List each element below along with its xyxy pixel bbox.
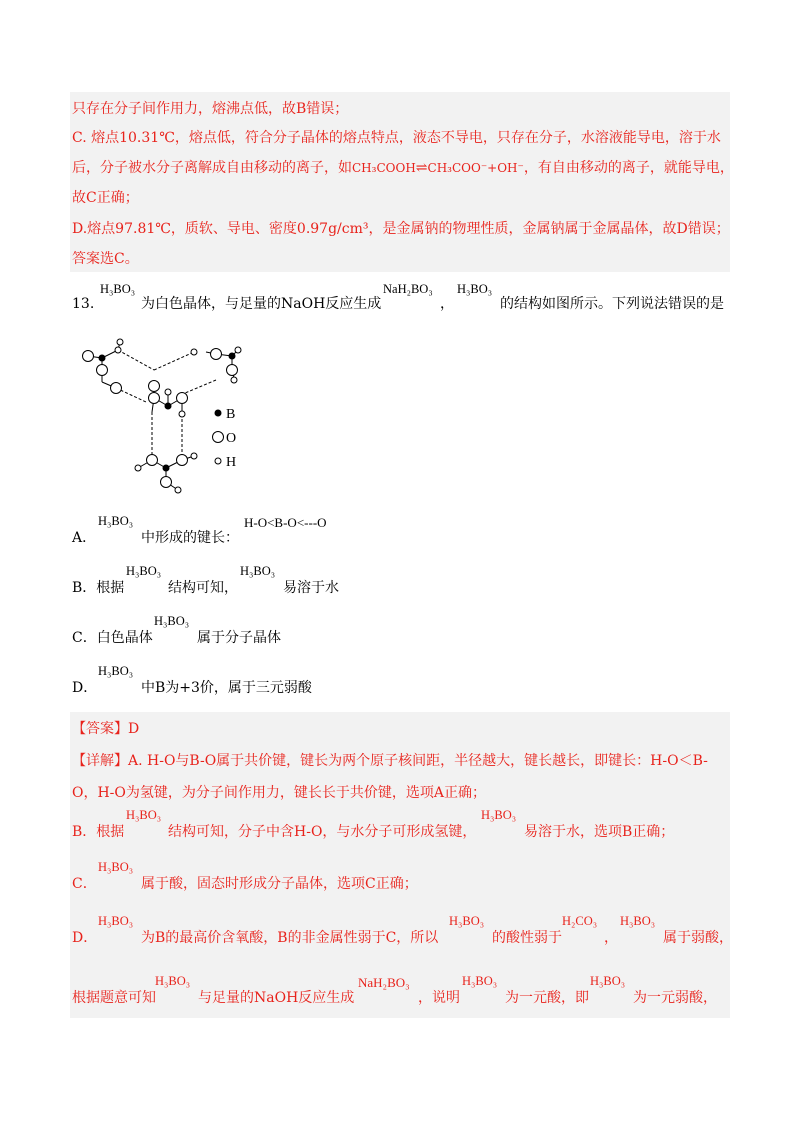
question-text-2: 的结构如图所示。下列说法错误的是 bbox=[500, 296, 724, 312]
detail-b-formula-2: H₃BO₃ bbox=[481, 808, 517, 822]
detail-e3: ，说明 bbox=[418, 990, 460, 1006]
equation-left: CH₃COOH bbox=[352, 161, 416, 175]
q-formula-h3bo3-2: H₃BO₃ bbox=[457, 282, 493, 296]
option-d-label: D． bbox=[72, 680, 98, 696]
detail-d2: 为B的最高价含氧酸，B的非金属性弱于C，所以 bbox=[141, 930, 439, 946]
option-c-formula: H₃BO₃ bbox=[154, 614, 190, 628]
legend-o-label: O bbox=[226, 431, 237, 446]
detail-a1-text: A. H-O与B-O属于共价键，键长为两个原子核间距，半径越大，键长越长，即键长：H-O＜B- bbox=[128, 753, 708, 769]
detail-d3: 的酸性弱于 bbox=[492, 930, 562, 946]
detail-e-formula-2: H₃BO₃ bbox=[462, 974, 498, 988]
detail-label: 【详解】 bbox=[72, 753, 128, 769]
q-formula-nah2bo3: NaH₂BO₃ bbox=[383, 282, 433, 296]
legend-h-marker bbox=[215, 458, 221, 464]
equilibrium-arrow: ⇌ bbox=[415, 160, 428, 176]
detail-e-formula-nah2bo3: NaH₂BO₃ bbox=[358, 975, 410, 990]
detail-line-a1 bbox=[72, 751, 708, 771]
detail-d-formula-h2co3: H₂CO₃ bbox=[562, 914, 598, 928]
question-number: 13. bbox=[72, 296, 95, 312]
q-formula-h3bo3-1: H₃BO₃ bbox=[100, 282, 136, 296]
top-explanation-panel bbox=[70, 92, 730, 272]
equation-right: CH₃COO⁻+OH⁻ bbox=[427, 161, 524, 175]
top-line-3 bbox=[72, 158, 734, 178]
detail-c1: C． bbox=[72, 876, 97, 892]
detail-b2: 结构可知，分子中含H-O，与水分子可形成氢键， bbox=[168, 824, 477, 840]
detail-c-formula: H₃BO₃ bbox=[98, 860, 134, 874]
detail-d-formula-3: H₃BO₃ bbox=[620, 914, 656, 928]
option-c-text: 属于分子晶体 bbox=[197, 630, 281, 646]
detail-e4: 为一元酸，即 bbox=[505, 990, 589, 1006]
detail-d5: 属于弱酸， bbox=[663, 930, 733, 946]
top-line-1: 只存在分子间作用力，熔沸点低，故B错误； bbox=[72, 101, 349, 117]
option-b-text-2: 易溶于水 bbox=[283, 580, 339, 596]
top-line-3-a: 后，分子被水分子离解成自由移动的离子，如 bbox=[72, 160, 352, 176]
detail-b3: 易溶于水，选项B正确； bbox=[524, 824, 675, 840]
option-c-label: C．白色晶体 bbox=[72, 630, 153, 646]
legend-b-marker bbox=[215, 410, 222, 417]
detail-e1: 根据题意可知 bbox=[72, 990, 156, 1006]
legend-o-marker bbox=[213, 432, 224, 443]
answer-label: 【答案】D bbox=[72, 721, 140, 737]
detail-b1: B．根据 bbox=[72, 824, 125, 840]
detail-d-formula-1: H₃BO₃ bbox=[98, 914, 134, 928]
detail-b-formula-1: H₃BO₃ bbox=[126, 808, 162, 822]
option-b-label: B．根据 bbox=[72, 580, 125, 596]
option-d-formula: H₃BO₃ bbox=[98, 664, 134, 678]
option-a-bond-order: H-O<B-O<---O bbox=[244, 515, 327, 530]
detail-line-a2: O，H-O为氢键，为分子间作用力，键长长于共价键，选项A正确； bbox=[72, 785, 487, 801]
top-line-6: 答案选C。 bbox=[72, 251, 139, 267]
detail-d1: D． bbox=[72, 930, 98, 946]
option-b-text-1: 结构可知， bbox=[168, 580, 238, 596]
detail-d4: ， bbox=[604, 930, 618, 946]
option-a-label: A． bbox=[72, 530, 97, 546]
detail-e5: 为一元弱酸， bbox=[633, 990, 717, 1006]
detail-e2: 与足量的NaOH反应生成 bbox=[198, 990, 355, 1006]
question-comma: ， bbox=[440, 296, 454, 312]
option-d-text: 中B为+3价，属于三元弱酸 bbox=[141, 680, 312, 696]
detail-e-formula-1: H₃BO₃ bbox=[155, 974, 191, 988]
top-line-2: C. 熔点10.31℃，熔点低，符合分子晶体的熔点特点，液态不导电，只存在分子，水溶液能导电，溶于水 bbox=[72, 130, 721, 146]
detail-e-formula-3: H₃BO₃ bbox=[590, 974, 626, 988]
top-line-5: D.熔点97.81℃，质软、导电、密度0.97g/cm³，是金属钠的物理性质，金属钠属于金属晶体，故D错误； bbox=[72, 221, 730, 237]
legend-b-label: B bbox=[226, 407, 236, 422]
legend-h-label: H bbox=[226, 455, 237, 470]
option-a-text: 中形成的键长： bbox=[141, 530, 239, 546]
detail-c2: 属于酸，固态时形成分子晶体，选项C正确； bbox=[141, 876, 418, 892]
detail-d-formula-2: H₃BO₃ bbox=[449, 914, 485, 928]
option-b-formula-1: H₃BO₃ bbox=[126, 564, 162, 578]
question-text-1: 为白色晶体，与足量的NaOH反应生成 bbox=[141, 296, 382, 312]
boric-acid-structure-diagram bbox=[66, 330, 266, 505]
option-b-formula-2: H₃BO₃ bbox=[240, 564, 276, 578]
top-line-4: 故C正确； bbox=[72, 190, 139, 206]
top-line-3-b: ，有自由移动的离子，就能导电， bbox=[523, 160, 734, 176]
option-a-formula: H₃BO₃ bbox=[98, 514, 134, 528]
